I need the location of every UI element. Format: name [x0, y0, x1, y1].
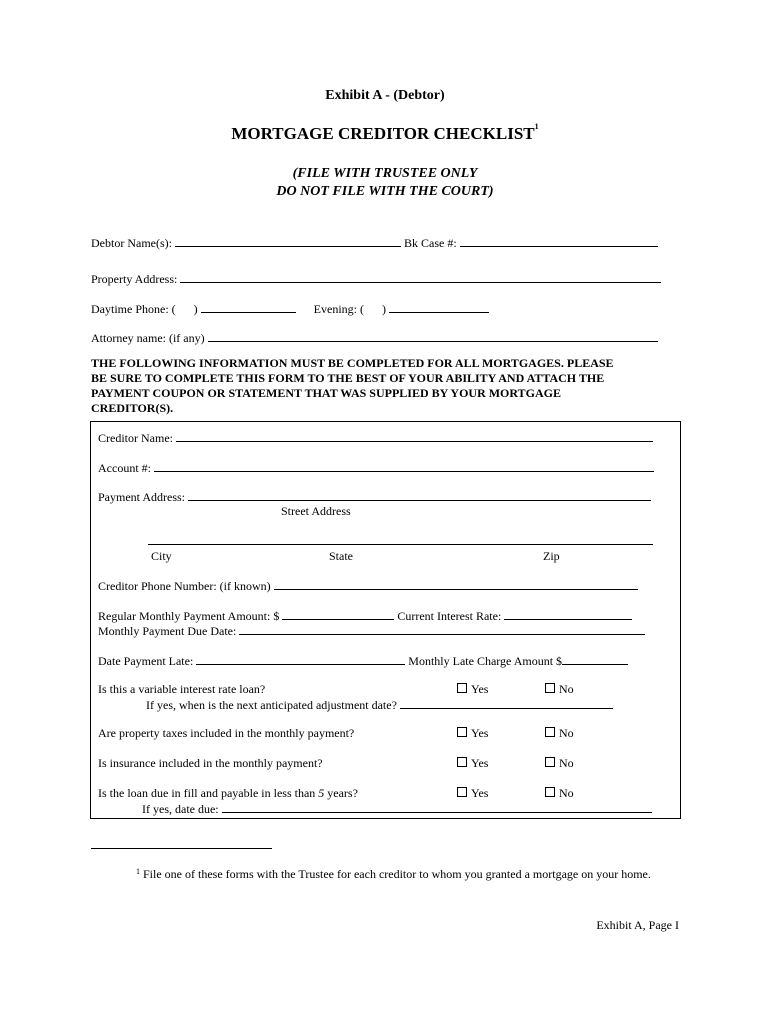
- interest-rate-field[interactable]: [504, 608, 632, 620]
- state-caption: State: [329, 549, 353, 563]
- monthly-payment-label: Regular Monthly Payment Amount: $: [98, 609, 280, 623]
- monthly-payment-row: [98, 608, 632, 623]
- zip-caption: Zip: [543, 549, 560, 563]
- property-taxes-yes-label: Yes: [471, 726, 489, 740]
- creditor-name-label: Creditor Name:: [98, 431, 173, 445]
- account-row: [98, 460, 654, 475]
- variable-rate-no[interactable]: [545, 682, 574, 696]
- late-row: [98, 653, 628, 668]
- due-date-row: [98, 623, 645, 638]
- title-footnote-mark: 1: [534, 122, 539, 131]
- date-due-row: [142, 801, 652, 816]
- property-taxes-no[interactable]: [545, 726, 574, 740]
- interest-rate-label: Current Interest Rate:: [397, 609, 502, 623]
- question-insurance: Is insurance included in the monthly payment?: [98, 756, 323, 770]
- bk-case-field[interactable]: [460, 235, 658, 247]
- payment-address-row: [98, 489, 651, 504]
- debtor-name-field[interactable]: [175, 235, 401, 247]
- property-taxes-no-checkbox[interactable]: [545, 727, 555, 737]
- variable-rate-yes[interactable]: [457, 682, 488, 696]
- page-number: Exhibit A, Page I: [596, 918, 679, 932]
- monthly-payment-field[interactable]: [282, 608, 394, 620]
- daytime-phone-label: Daytime Phone: ( ): [91, 302, 198, 316]
- insurance-yes[interactable]: [457, 756, 488, 770]
- account-label: Account #:: [98, 461, 151, 475]
- insurance-yes-label: Yes: [471, 756, 489, 770]
- variable-rate-no-checkbox[interactable]: [545, 683, 555, 693]
- question-variable-rate: Is this a variable interest rate loan?: [98, 682, 266, 696]
- loan-due-yes-checkbox[interactable]: [457, 787, 467, 797]
- late-charge-label: Monthly Late Charge Amount $: [408, 654, 563, 668]
- loan-due-text-post: years?: [324, 786, 358, 800]
- loan-due-yes[interactable]: [457, 786, 488, 800]
- creditor-phone-row: [98, 578, 638, 593]
- page-title-text: MORTGAGE CREDITOR CHECKLIST: [231, 124, 535, 143]
- city-caption: City: [151, 549, 172, 563]
- footnote-rule: [91, 848, 272, 849]
- creditor-phone-label: Creditor Phone Number: (if known): [98, 579, 271, 593]
- adjustment-date-label: If yes, when is the next anticipated adjustment date?: [146, 698, 397, 712]
- daytime-phone-field[interactable]: [201, 301, 296, 313]
- creditor-name-row: [98, 430, 653, 445]
- instructions-line-1: THE FOLLOWING INFORMATION MUST BE COMPLETED FOR ALL MORTGAGES. PLEASE: [91, 356, 614, 370]
- due-date-label: Monthly Payment Due Date:: [98, 624, 237, 638]
- creditor-name-field[interactable]: [176, 430, 653, 442]
- instructions: [91, 356, 614, 416]
- attorney-row: [91, 330, 658, 345]
- late-date-field[interactable]: [196, 653, 405, 665]
- street-address-caption: Street Address: [281, 504, 351, 518]
- loan-due-no-label: No: [559, 786, 574, 800]
- instructions-line-4: CREDITOR(S).: [91, 401, 174, 415]
- adjustment-date-row: [146, 697, 613, 712]
- property-address-label: Property Address:: [91, 272, 178, 286]
- due-date-field[interactable]: [239, 623, 645, 635]
- attorney-field[interactable]: [208, 330, 658, 342]
- evening-phone-label: Evening: ( ): [313, 302, 386, 316]
- debtor-name-row: [91, 235, 658, 250]
- instructions-line-2: BE SURE TO COMPLETE THIS FORM TO THE BEST OF YOUR ABILITY AND ATTACH THE: [91, 371, 605, 385]
- subtitle-line-1: (FILE WITH TRUSTEE ONLY: [292, 166, 478, 181]
- loan-due-text-pre: Is the loan due in fill and payable in less than: [98, 786, 319, 800]
- late-date-label: Date Payment Late:: [98, 654, 194, 668]
- late-charge-field[interactable]: [562, 653, 628, 665]
- loan-due-no[interactable]: [545, 786, 574, 800]
- creditor-phone-field[interactable]: [274, 578, 638, 590]
- debtor-name-label: Debtor Name(s):: [91, 236, 172, 250]
- property-taxes-no-label: No: [559, 726, 574, 740]
- insurance-no-checkbox[interactable]: [545, 757, 555, 767]
- account-field[interactable]: [154, 460, 654, 472]
- footnote: [136, 867, 651, 881]
- phone-row: [91, 301, 489, 316]
- insurance-no[interactable]: [545, 756, 574, 770]
- loan-due-years: 5: [318, 786, 325, 800]
- variable-rate-yes-label: Yes: [471, 682, 489, 696]
- evening-phone-field[interactable]: [389, 301, 489, 313]
- footnote-text: File one of these forms with the Trustee for each creditor to whom you granted a mortgage on your home.: [143, 867, 651, 881]
- footnote-mark: 1: [136, 867, 140, 876]
- exhibit-heading: Exhibit A - (Debtor): [325, 88, 445, 103]
- payment-address-label: Payment Address:: [98, 490, 185, 504]
- property-address-field[interactable]: [180, 271, 661, 283]
- property-address-row: [91, 271, 661, 286]
- payment-address-field[interactable]: [188, 489, 651, 501]
- date-due-field[interactable]: [222, 801, 652, 813]
- attorney-label: Attorney name: (if any): [91, 331, 205, 345]
- city-state-zip-line[interactable]: [148, 544, 653, 545]
- instructions-line-3: PAYMENT COUPON OR STATEMENT THAT WAS SUPPLIED BY YOUR MORTGAGE: [91, 386, 561, 400]
- adjustment-date-field[interactable]: [400, 697, 613, 709]
- date-due-label: If yes, date due:: [142, 802, 219, 816]
- insurance-yes-checkbox[interactable]: [457, 757, 467, 767]
- property-taxes-yes[interactable]: [457, 726, 488, 740]
- subtitle-line-2: DO NOT FILE WITH THE COURT): [276, 184, 494, 199]
- property-taxes-yes-checkbox[interactable]: [457, 727, 467, 737]
- page-title: [0, 124, 770, 144]
- loan-due-no-checkbox[interactable]: [545, 787, 555, 797]
- insurance-no-label: No: [559, 756, 574, 770]
- variable-rate-yes-checkbox[interactable]: [457, 683, 467, 693]
- variable-rate-no-label: No: [559, 682, 574, 696]
- bk-case-label: Bk Case #:: [403, 236, 457, 250]
- question-loan-due: [98, 786, 358, 800]
- question-property-taxes: Are property taxes included in the monthly payment?: [98, 726, 355, 740]
- loan-due-yes-label: Yes: [471, 786, 489, 800]
